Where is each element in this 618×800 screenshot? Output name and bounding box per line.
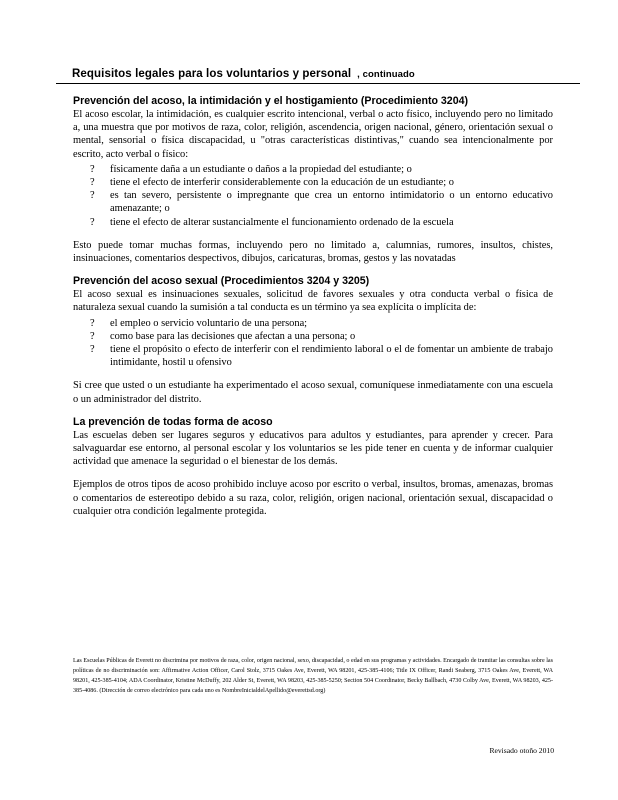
spacer <box>73 468 553 478</box>
bullet-icon: ? <box>90 216 95 228</box>
bullet-list <box>73 163 553 229</box>
page-title-text: Requisitos legales para los voluntarios y personal <box>72 68 352 80</box>
section-intro: Las escuelas deben ser lugares seguros y educativos para adultos y estudiantes, para aprender y crecer. Para salvaguardar ese entorno, al personal escolar y los voluntarios se les pide tener en cuenta y de informar cualquier actividad que amenace la seguridad o el bienestar de los demás. <box>73 429 553 468</box>
section-paragraph: Si cree que usted o un estudiante ha experimentado el acoso sexual, comuníquese inmediatamente con una escuela o un administrador del distrito. <box>73 380 553 405</box>
section-intro: El acoso sexual es insinuaciones sexuales, solicitud de favores sexuales y otra conducta verbal o física de naturaleza sexual cuando la sumisión a tal conducta es un término ya sea explícita o implícita de: <box>73 289 553 314</box>
bullet-icon: ? <box>90 177 95 189</box>
section-paragraph: Esto puede tomar muchas formas, incluyendo pero no limitado a, calumnias, rumores, insultos, chistes, insinuaciones, comentarios despectivos, dibujos, caricaturas, bromas, gestos y las novatadas <box>73 239 553 265</box>
list-item <box>73 216 553 229</box>
list-item <box>73 176 553 189</box>
list-item <box>73 163 553 176</box>
header-rule <box>56 83 580 84</box>
bullet-icon: ? <box>90 317 95 329</box>
list-item <box>73 330 553 343</box>
section-heading: La prevención de todas forma de acoso <box>73 415 273 428</box>
list-item-text: tiene el propósito o efecto de interferir con el rendimiento laboral o el de fomentar un ambiente de trabajo intimidante, hostil u ofensivo <box>110 344 553 369</box>
spacer <box>73 369 553 379</box>
section-bullying <box>73 95 553 265</box>
bullet-icon: ? <box>90 190 95 202</box>
continued-label: , continuado <box>357 69 415 80</box>
list-item-text: tiene el efecto de interferir considerablemente con la educación de un estudiante; o <box>110 177 454 189</box>
bullet-icon: ? <box>90 344 95 356</box>
nondiscrimination-notice: Las Escuelas Públicas de Everett no discrimina por motivos de raza, color, origen nacional, sexo, discapacidad, o edad en sus programas y actividades. Encargado de tramitar las consultas sobre las políticas de no discriminación son: Affirmative Action Officer, Carol Stolz, 3715 Oakes Ave, Everett, WA 98201, 425-385-4106; Title IX Officer, Randi Seaberg, 3715 Oakes Ave, Everett, WA 98201, 425-385-4104; ADA Coordinator, Kristine McDuffy, 202 Alder St, Everett, WA 98203, 425-385-5250; Section 504 Coordinator, Becky Ballbach, 4730 Colby Ave, Everett, WA 98203, 425-385-4086. (Dirección de correo electrónico para cada uno es NombreInicialdelApellido@everettsd.org) <box>73 658 553 694</box>
section-paragraph: Ejemplos de otros tipos de acoso prohibido incluye acoso por escrito o verbal, insultos, bromas, amenazas, bromas o comentarios de estereotipo debido a su raza, color, religión, origen nacional, orientación sexual, discapacidad o cualquier otra condición legalmente protegida. <box>73 479 553 517</box>
list-item-text: el empleo o servicio voluntario de una persona; <box>110 317 308 329</box>
list-item-text: físicamente daña a un estudiante o daños a la propiedad del estudiante; o <box>110 163 412 175</box>
list-item <box>73 343 553 369</box>
list-item-text: es tan severo, persistente o impregnante que crea un entorno intimidatorio o un entorno educativo amenazante; o <box>110 190 553 215</box>
section-heading: Prevención del acoso sexual (Procedimientos 3204 y 3205) <box>73 275 370 288</box>
list-item-text: como base para las decisiones que afectan a una persona; o <box>110 330 356 342</box>
page-title <box>72 68 415 80</box>
section-sexual-harassment <box>73 275 553 406</box>
bullet-icon: ? <box>90 330 95 342</box>
spacer <box>73 229 553 239</box>
header <box>72 64 552 82</box>
spacer <box>73 406 553 416</box>
main-content <box>73 95 553 518</box>
list-item-text: tiene el efecto de alterar sustancialmente el funcionamiento ordenado de la escuela <box>110 216 454 228</box>
section-heading: Prevención del acoso, la intimidación y el hostigamiento (Procedimiento 3204) <box>73 95 469 107</box>
section-all-harassment <box>73 416 553 518</box>
bullet-icon: ? <box>90 163 95 175</box>
bullet-list <box>73 317 553 370</box>
section-intro: El acoso escolar, la intimidación, es cualquier escrito intencional, verbal o acto físico, incluyendo pero no limitado a, una muestra que por motivos de raza, color, religión, ascendencia, origen nacional, género, orientación sexual o mental, sensorial o física discapacidad, u "otras características distintivas," cuando sea intencionalmente por escrito, acto verbal o físico: <box>73 109 553 160</box>
list-item <box>73 189 553 215</box>
revision-date: Revisado otoño 2010 <box>489 746 554 755</box>
spacer <box>73 265 553 275</box>
list-item <box>73 317 553 330</box>
